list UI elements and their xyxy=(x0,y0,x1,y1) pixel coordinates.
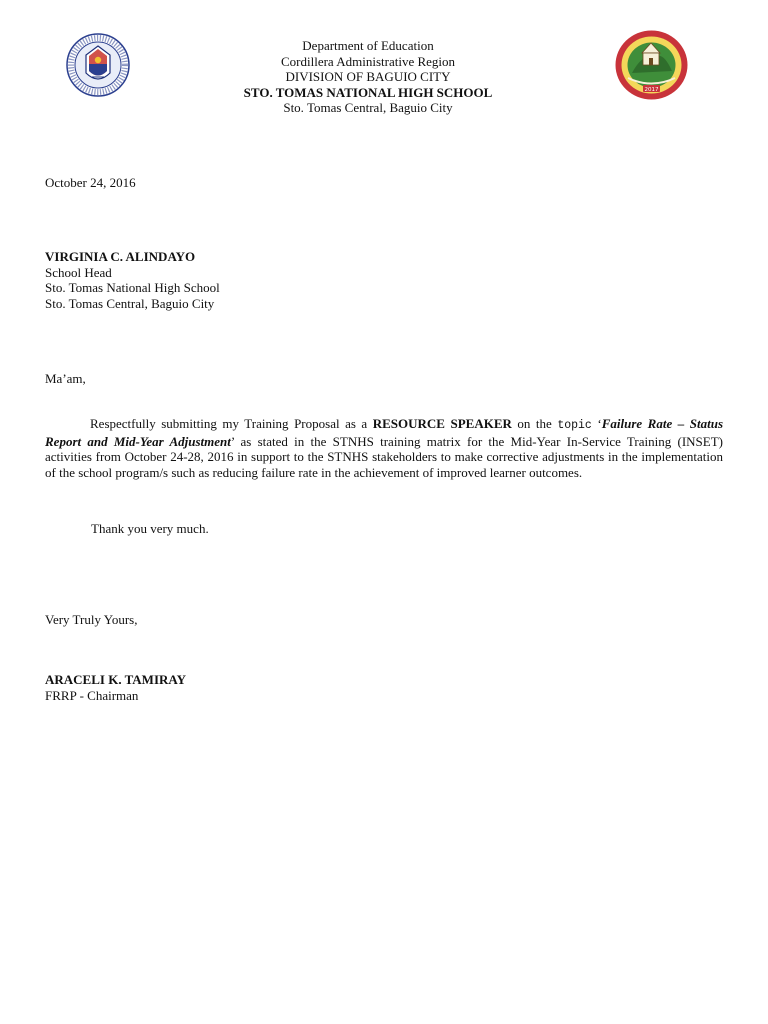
letterhead-address: Sto. Tomas Central, Baguio City xyxy=(283,100,453,115)
letterhead-school: STO. TOMAS NATIONAL HIGH SCHOOL xyxy=(243,84,493,100)
signatory-title: FRRP - Chairman xyxy=(45,687,139,703)
body-paragraph xyxy=(45,416,723,480)
recipient-school: Sto. Tomas National High School xyxy=(45,280,220,295)
signatory-block xyxy=(45,672,186,703)
body-text-part: on the xyxy=(511,416,558,431)
letterhead-division: DIVISION OF BAGUIO CITY xyxy=(285,69,451,84)
body-text-part: ‘ xyxy=(591,416,602,431)
signatory-name: ARACELI K. TAMIRAY xyxy=(45,672,186,687)
thank-you-line: Thank you very much. xyxy=(91,521,209,536)
school-seal-year: 2017 xyxy=(644,87,659,93)
letterhead-region: Cordillera Administrative Region xyxy=(280,53,456,69)
body-topic-title: Failure Rate – Status Report and Mid-Year Adjustment xyxy=(45,416,724,449)
recipient-name: VIRGINIA C. ALINDAYO xyxy=(45,249,196,264)
recipient-address: Sto. Tomas Central, Baguio City xyxy=(45,295,215,311)
body-text-part: ’ as stated in the STNHS training matrix for the Mid-Year In-Service Training (INSET) activities from October 24-28, 2016 in support to the STNHS stakeholders to make corrective adjustments in the implementation of the school program/s such as reducing failure rate in the achievement of improved learner outcomes. xyxy=(45,433,723,480)
body-topic-word: topic xyxy=(557,419,592,432)
body-text-part: Respectfully submitting my Training Proposal as a xyxy=(90,416,373,431)
letterhead-department: Department of Education xyxy=(302,38,434,53)
recipient-block xyxy=(45,249,220,311)
body-role: RESOURCE SPEAKER xyxy=(372,416,512,431)
letter-date: October 24, 2016 xyxy=(45,175,136,190)
recipient-title: School Head xyxy=(45,264,112,280)
letterhead xyxy=(0,38,736,116)
closing-line: Very Truly Yours, xyxy=(45,612,138,627)
salutation: Ma’am, xyxy=(45,371,86,386)
